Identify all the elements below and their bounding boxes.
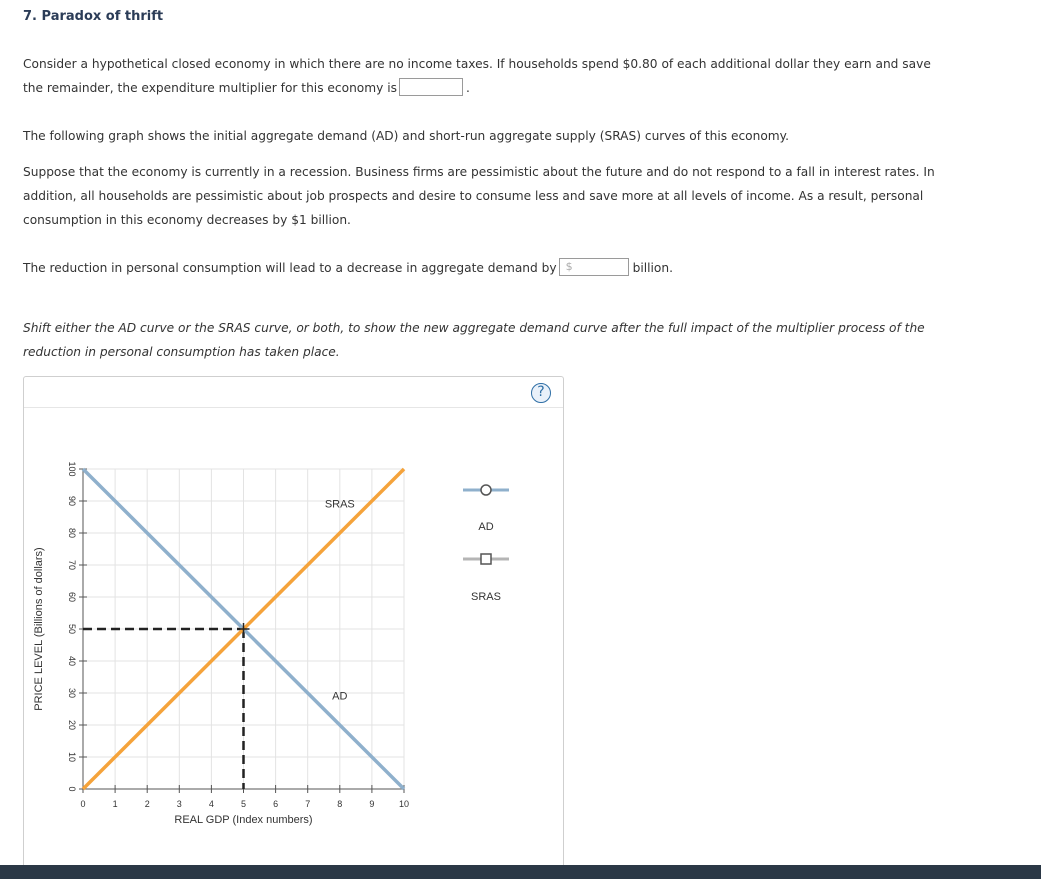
x-tick-label-4: 4 [208, 799, 214, 809]
sras-tool-label: SRAS [471, 591, 501, 603]
question-title: 7. Paradox of thrift [23, 9, 164, 24]
ad-sras-chart[interactable] [24, 377, 563, 880]
dollar-prefix: $ [565, 259, 573, 273]
multiplier-input[interactable] [399, 78, 463, 96]
y-tick-label-100: 100 [67, 461, 77, 477]
taskbar [0, 865, 1041, 879]
x-tick-label-8: 8 [337, 799, 343, 809]
scenario-line-1: Suppose that the economy is currently in a recession. Business firms are pessimistic about the future and do not respond to a fall in interest rates. In [23, 165, 935, 179]
x-tick-label-0: 0 [80, 799, 86, 809]
multiplier-paragraph [23, 52, 931, 100]
instructions-paragraph [23, 316, 925, 364]
y-tick-label-40: 40 [67, 655, 77, 667]
scenario-paragraph [23, 160, 935, 232]
x-tick-label-2: 2 [144, 799, 150, 809]
x-tick-label-6: 6 [273, 799, 279, 809]
x-tick-label-1: 1 [112, 799, 118, 809]
y-tick-label-80: 80 [67, 527, 77, 539]
ad-decrease-prompt: The reduction in personal consumption will lead to a decrease in aggregate demand by [23, 261, 557, 275]
multiplier-line-2 [23, 76, 931, 100]
multiplier-prompt: the remainder, the expenditure multiplier for this economy is [23, 81, 397, 95]
y-tick-label-60: 60 [67, 591, 77, 603]
y-tick-label-50: 50 [67, 623, 77, 635]
multiplier-line-1: Consider a hypothetical closed economy in which there are no income taxes. If households spend $0.80 of each additional dollar they earn and save [23, 57, 931, 71]
ad-decrease-sentence [23, 256, 673, 280]
x-tick-label-3: 3 [176, 799, 182, 809]
y-tick-label-20: 20 [67, 719, 77, 731]
sras-curve-label: SRAS [324, 498, 355, 511]
x-axis-title: REAL GDP (Index numbers) [174, 814, 313, 826]
sras-tool-square-handle[interactable] [481, 554, 491, 564]
y-tick-label-90: 90 [67, 495, 77, 507]
y-tick-label-70: 70 [67, 559, 77, 571]
multiplier-period: . [465, 81, 470, 95]
instructions-line-1: Shift either the AD curve or the SRAS curve, or both, to show the new aggregate demand curve after the full impact of the multiplier process of the [23, 321, 925, 335]
ad-tool-circle-handle[interactable] [481, 485, 491, 495]
instructions-line-2: reduction in personal consumption has taken place. [23, 345, 340, 359]
billion-suffix: billion. [632, 261, 673, 275]
ad-curve-label: AD [332, 690, 348, 703]
ad-decrease-input[interactable] [559, 258, 629, 276]
graph-intro-text: The following graph shows the initial aggregate demand (AD) and short-run aggregate supply (SRAS) curves of this economy. [23, 129, 790, 143]
help-icon[interactable]: ? [531, 383, 551, 403]
graph-panel [23, 376, 564, 879]
scenario-line-2: addition, all households are pessimistic about job prospects and desire to consume less and save more at all levels of income. As a result, personal [23, 189, 924, 203]
x-tick-label-7: 7 [305, 799, 311, 809]
ad-tool-label: AD [478, 521, 494, 533]
y-axis-title: PRICE LEVEL (Billions of dollars) [33, 547, 45, 711]
y-tick-label-10: 10 [67, 751, 77, 763]
x-tick-label-10: 10 [398, 799, 410, 809]
x-tick-label-9: 9 [369, 799, 375, 809]
y-tick-label-30: 30 [67, 687, 77, 699]
x-tick-label-5: 5 [240, 799, 247, 809]
y-tick-label-0: 0 [67, 786, 77, 792]
scenario-line-3: consumption in this economy decreases by $1 billion. [23, 213, 351, 227]
